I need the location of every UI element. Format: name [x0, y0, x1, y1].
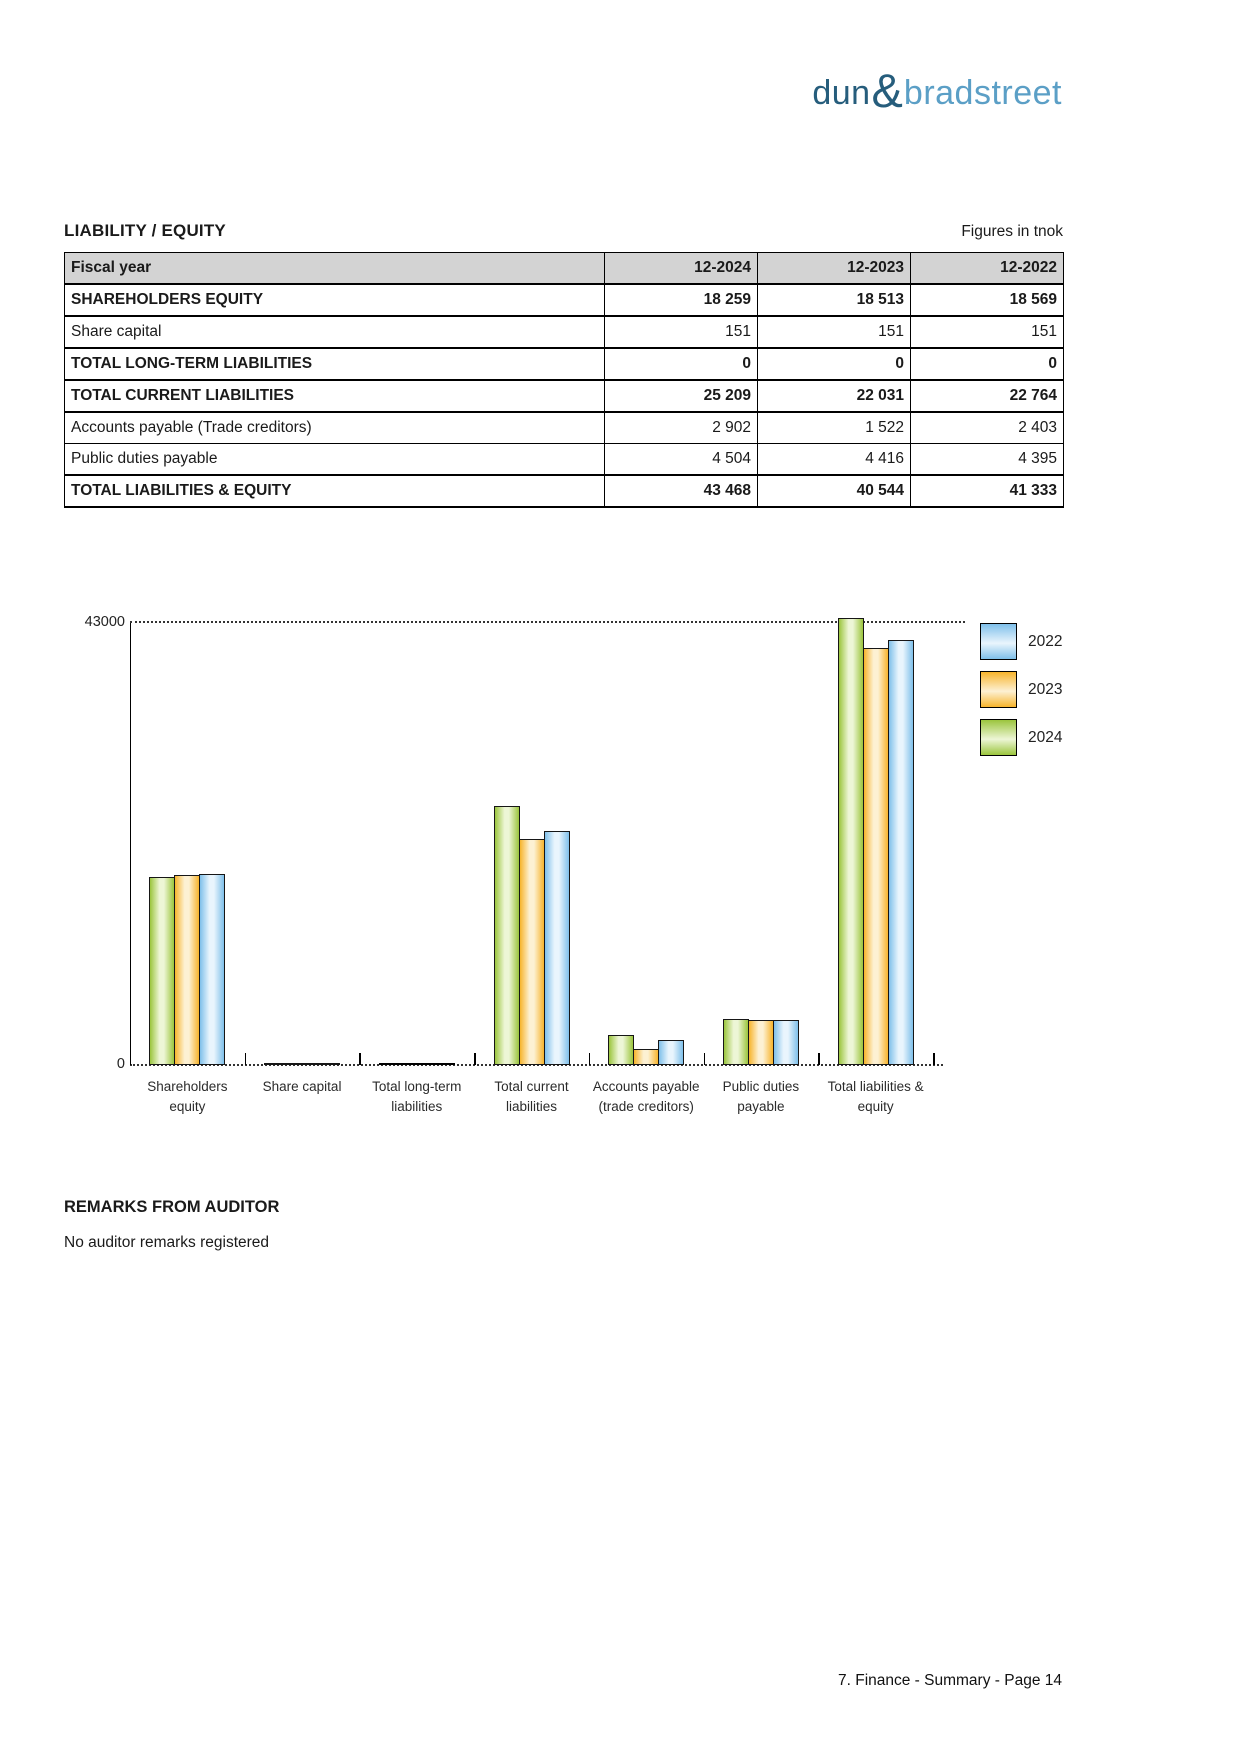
cell-value: 0 — [758, 348, 911, 380]
x-axis-category-label: Accounts payable — [592, 1079, 700, 1094]
y-axis-tick-label: 0 — [116, 1056, 125, 1072]
bar-2024-2 — [379, 1063, 405, 1065]
legend-swatch-2022 — [980, 623, 1017, 660]
logo-ampersand-icon: & — [871, 64, 903, 117]
row-label: TOTAL LIABILITIES & EQUITY — [65, 475, 605, 507]
legend-swatch-2024 — [980, 719, 1017, 756]
bar-2022-6 — [888, 640, 914, 1065]
bar-2023-3 — [519, 839, 545, 1065]
bar-2024-1 — [264, 1063, 290, 1065]
bar-2022-5 — [773, 1020, 799, 1065]
cell-value: 4 504 — [605, 444, 758, 476]
x-axis-tick — [245, 1053, 247, 1065]
table-row — [65, 444, 1064, 476]
x-axis-category-label: Share capital — [262, 1079, 342, 1094]
section-title: LIABILITY / EQUITY — [64, 221, 226, 240]
cell-value: 4 416 — [758, 444, 911, 476]
x-axis-category-label: equity — [169, 1099, 206, 1114]
x-axis-category-label: Shareholders — [147, 1079, 228, 1094]
section-header — [64, 221, 1063, 241]
cell-value: 0 — [605, 348, 758, 380]
cell-value: 25 209 — [605, 380, 758, 412]
remarks-section — [64, 1198, 279, 1252]
row-label: SHAREHOLDERS EQUITY — [65, 284, 605, 316]
table-row — [65, 284, 1064, 316]
x-axis-category-label: Total current — [494, 1079, 569, 1094]
bar-2023-0 — [174, 875, 200, 1065]
table-row — [65, 348, 1064, 380]
bar-2022-1 — [314, 1063, 340, 1065]
column-header: Fiscal year — [65, 253, 605, 285]
bar-2023-4 — [633, 1049, 659, 1065]
cell-value: 0 — [911, 348, 1064, 380]
table-row — [65, 380, 1064, 412]
column-header: 12-2024 — [605, 253, 758, 285]
bar-2024-0 — [149, 877, 175, 1065]
cell-value: 18 569 — [911, 284, 1064, 316]
legend-label-2024: 2024 — [1028, 729, 1063, 746]
y-axis — [130, 623, 131, 1065]
column-header: 12-2023 — [758, 253, 911, 285]
bar-2024-3 — [494, 806, 520, 1065]
x-axis-category-label: Public duties — [722, 1079, 800, 1094]
x-axis-tick — [589, 1053, 591, 1065]
row-label: Share capital — [65, 316, 605, 348]
cell-value: 18 259 — [605, 284, 758, 316]
bar-2022-3 — [544, 831, 570, 1065]
remarks-body: No auditor remarks registered — [64, 1234, 270, 1251]
x-axis-category-label: liabilities — [391, 1099, 443, 1114]
legend-label-2023: 2023 — [1028, 681, 1063, 698]
x-axis-category-label: payable — [737, 1099, 785, 1114]
liability-equity-table — [64, 252, 1064, 508]
dnb-logo — [812, 66, 1062, 121]
cell-value: 151 — [605, 316, 758, 348]
bar-2022-2 — [429, 1063, 455, 1065]
table-row — [65, 316, 1064, 348]
cell-value: 2 403 — [911, 412, 1064, 444]
cell-value: 4 395 — [911, 444, 1064, 476]
cell-value: 18 513 — [758, 284, 911, 316]
bar-2024-6 — [838, 618, 864, 1065]
units-note: Figures in tnok — [961, 223, 1063, 240]
y-axis-tick-label: 43000 — [84, 614, 125, 630]
cell-value: 22 031 — [758, 380, 911, 412]
row-label: TOTAL CURRENT LIABILITIES — [65, 380, 605, 412]
cell-value: 22 764 — [911, 380, 1064, 412]
liability-equity-bar-chart — [70, 595, 1080, 1125]
table-row — [65, 475, 1064, 507]
row-label: Public duties payable — [65, 444, 605, 476]
column-header: 12-2022 — [911, 253, 1064, 285]
bar-2024-4 — [608, 1035, 634, 1065]
x-axis-tick — [359, 1053, 361, 1065]
legend-label-2022: 2022 — [1028, 633, 1063, 650]
remarks-title: REMARKS FROM AUDITOR — [64, 1198, 280, 1216]
cell-value: 40 544 — [758, 475, 911, 507]
cell-value: 1 522 — [758, 412, 911, 444]
x-axis-tick — [474, 1053, 476, 1065]
bar-2022-4 — [658, 1040, 684, 1065]
bar-2023-2 — [404, 1063, 430, 1065]
cell-value: 41 333 — [911, 475, 1064, 507]
x-axis-tick — [818, 1053, 820, 1065]
bar-2023-5 — [748, 1020, 774, 1065]
x-axis-category-label: equity — [857, 1099, 894, 1114]
x-axis-tick — [704, 1053, 706, 1065]
bar-2023-6 — [863, 648, 889, 1065]
cell-value: 2 902 — [605, 412, 758, 444]
bar-2023-1 — [289, 1063, 315, 1065]
cell-value: 43 468 — [605, 475, 758, 507]
x-axis-category-label: (trade creditors) — [598, 1099, 694, 1114]
bar-2022-0 — [199, 874, 225, 1065]
logo-text-dun: dun — [812, 74, 871, 112]
page-footer: 7. Finance - Summary - Page 14 — [838, 1672, 1062, 1689]
x-axis-category-label: Total liabilities & — [827, 1079, 924, 1094]
x-axis-tick — [933, 1053, 935, 1065]
bar-2024-5 — [723, 1019, 749, 1065]
logo-text-bradstreet: bradstreet — [903, 74, 1062, 112]
row-label: TOTAL LONG-TERM LIABILITIES — [65, 348, 605, 380]
legend-swatch-2023 — [980, 671, 1017, 708]
x-axis-category-label: liabilities — [505, 1099, 557, 1114]
cell-value: 151 — [911, 316, 1064, 348]
table-row — [65, 412, 1064, 444]
x-axis-category-label: Total long-term — [372, 1079, 462, 1094]
table-header-row — [65, 253, 1064, 285]
cell-value: 151 — [758, 316, 911, 348]
row-label: Accounts payable (Trade creditors) — [65, 412, 605, 444]
